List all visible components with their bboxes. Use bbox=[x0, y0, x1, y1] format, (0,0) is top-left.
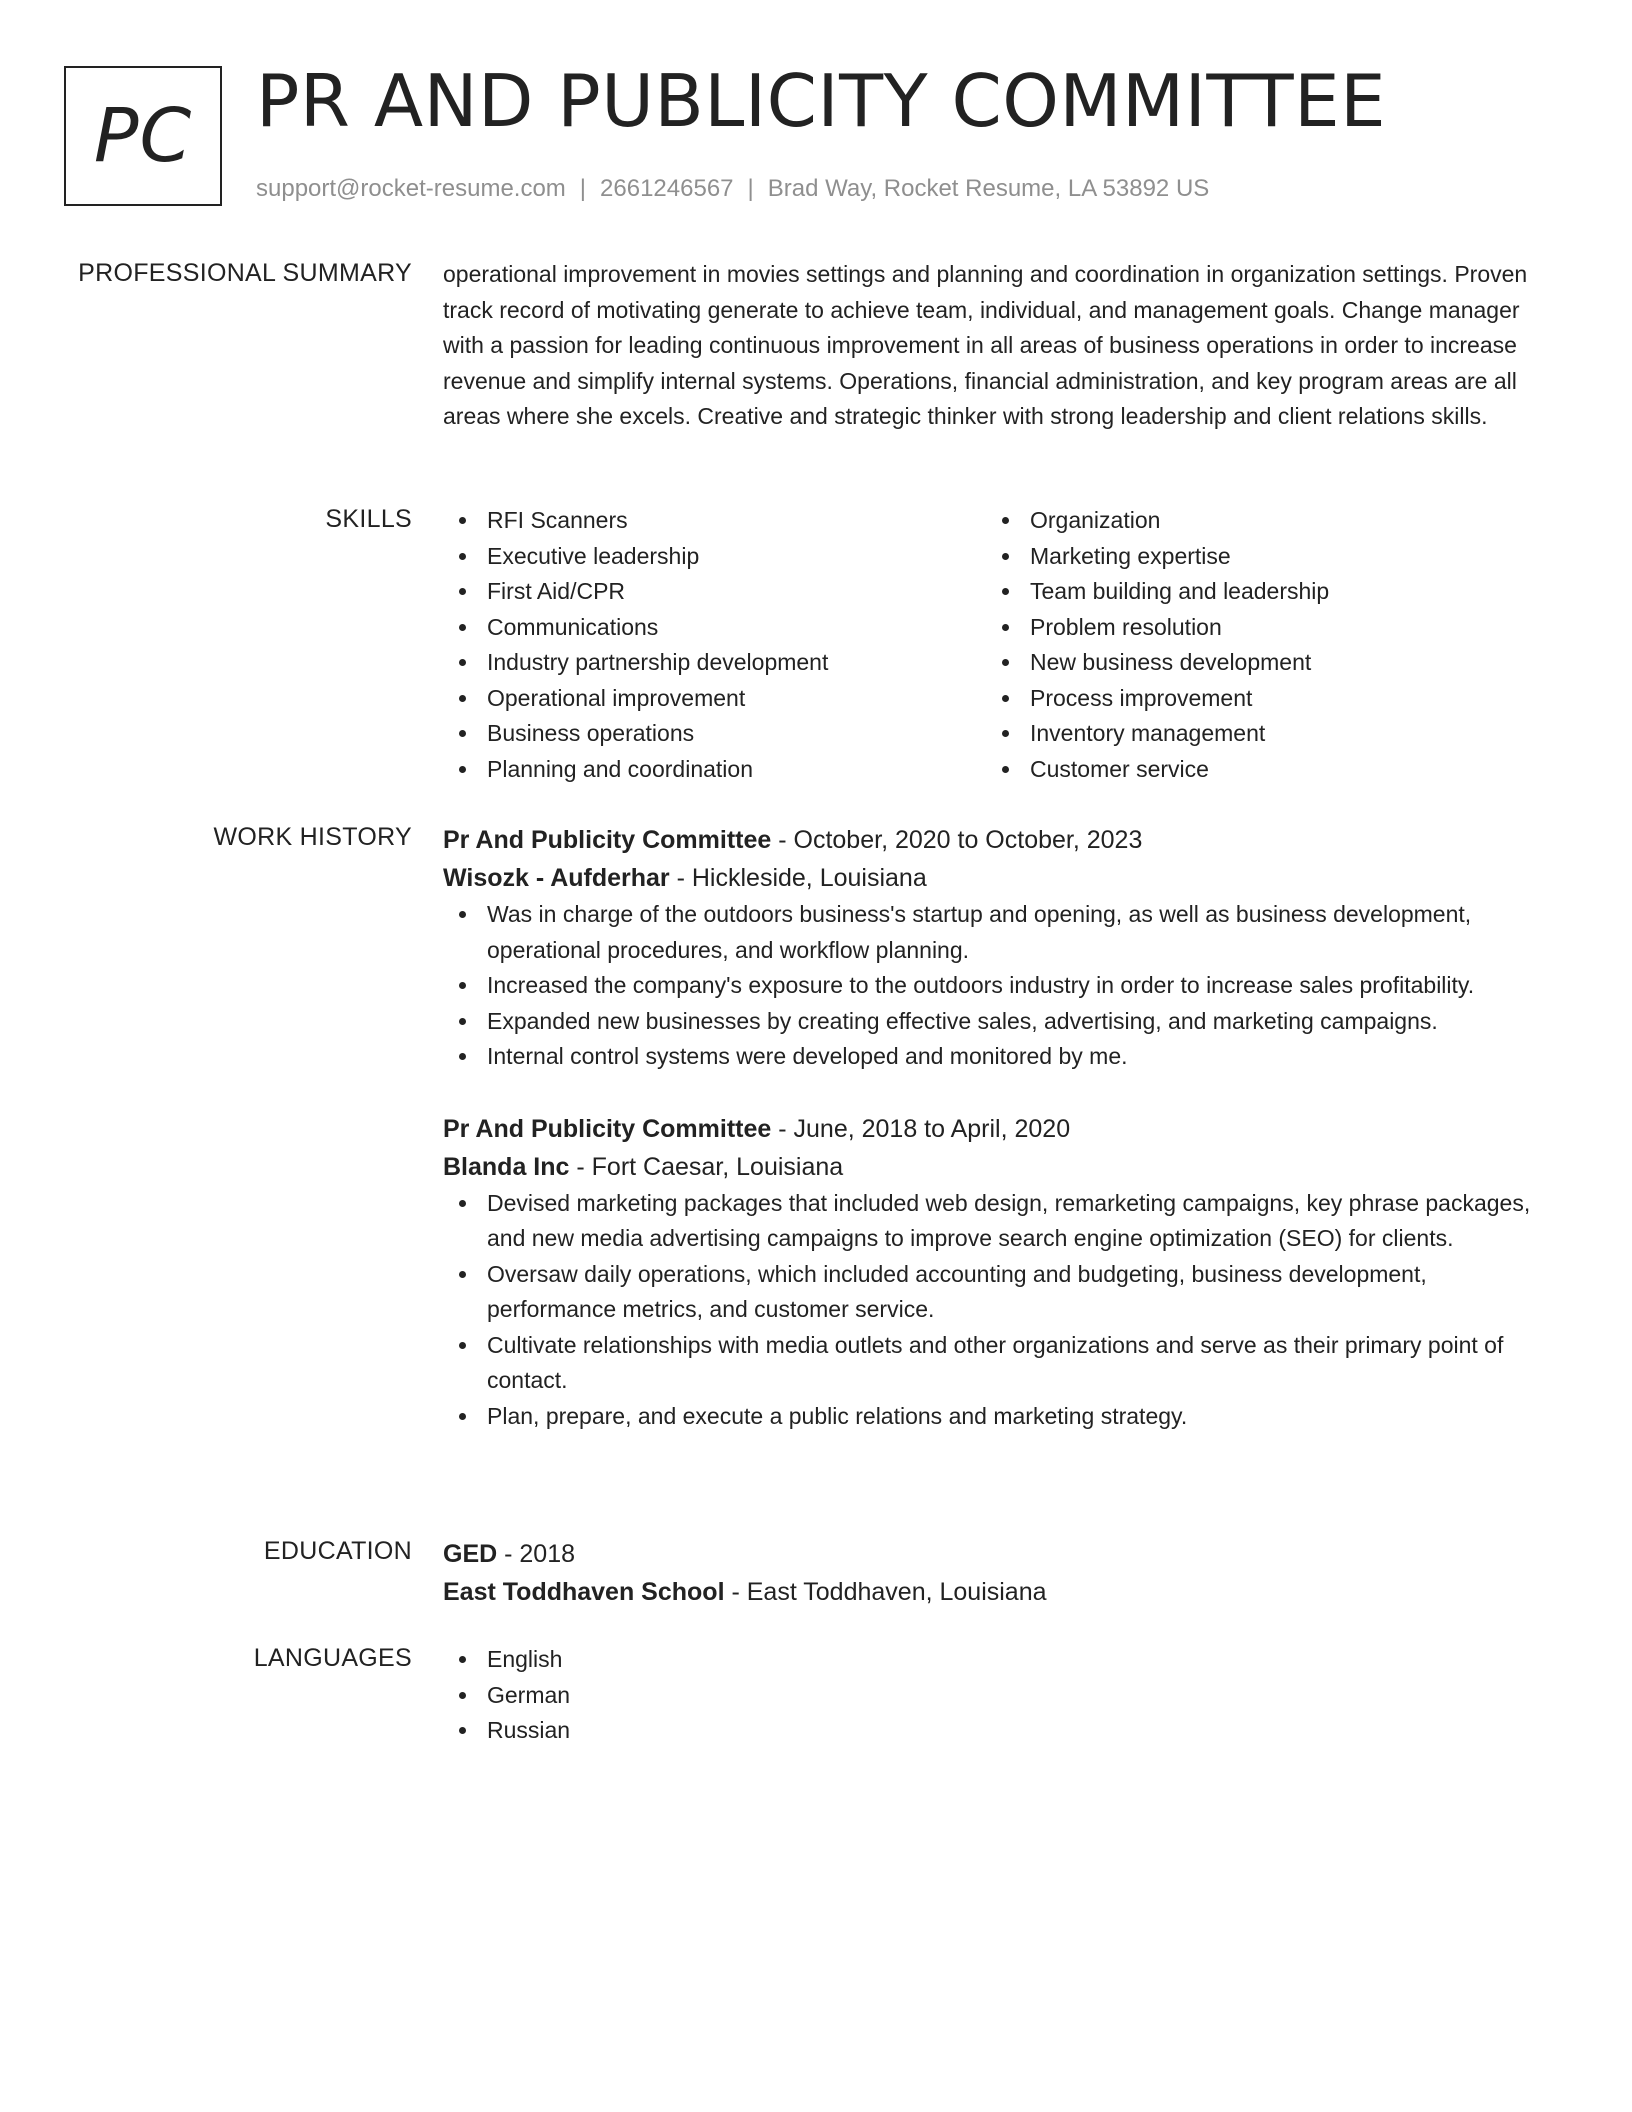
section-heading-education: EDUCATION bbox=[263, 1537, 412, 1565]
job-title-line bbox=[443, 821, 1553, 859]
job-bullet: Internal control systems were developed and monitored by me. bbox=[443, 1039, 1553, 1075]
contact-line bbox=[256, 174, 1209, 204]
contact-separator: | bbox=[747, 175, 754, 202]
job-title: Pr And Publicity Committee bbox=[443, 1114, 772, 1143]
job-bullet: Plan, prepare, and execute a public relations and marketing strategy. bbox=[443, 1399, 1553, 1435]
education-body bbox=[443, 1535, 1553, 1611]
skill-item: First Aid/CPR bbox=[443, 574, 983, 610]
job-company-line bbox=[443, 859, 1553, 897]
job-bullets bbox=[443, 897, 1553, 1075]
job-bullets bbox=[443, 1186, 1553, 1435]
contact-address: Brad Way, Rocket Resume, LA 53892 US bbox=[767, 175, 1210, 202]
education-location: - East Toddhaven, Louisiana bbox=[724, 1578, 1047, 1606]
job-bullet: Was in charge of the outdoors business's startup and opening, as well as business development, operational procedures, and workflow planning. bbox=[443, 897, 1553, 968]
skill-item: Customer service bbox=[986, 752, 1526, 788]
job-dates: - June, 2018 to April, 2020 bbox=[771, 1114, 1071, 1143]
skill-item: Organization bbox=[986, 503, 1526, 539]
monogram-logo: PC bbox=[64, 66, 222, 206]
skill-item: Communications bbox=[443, 610, 983, 646]
skill-item: Problem resolution bbox=[986, 610, 1526, 646]
job-dates: - October, 2020 to October, 2023 bbox=[771, 826, 1143, 854]
education-school: East Toddhaven School bbox=[443, 1578, 725, 1606]
contact-separator: | bbox=[579, 175, 587, 202]
skills-list-right bbox=[986, 503, 1526, 787]
skill-item: Executive leadership bbox=[443, 539, 983, 575]
education-year: - 2018 bbox=[497, 1540, 576, 1568]
skill-item: Inventory management bbox=[986, 716, 1526, 752]
section-heading-skills: SKILLS bbox=[325, 505, 412, 533]
language-item: English bbox=[443, 1642, 1553, 1678]
skill-item: Marketing expertise bbox=[986, 539, 1526, 575]
skill-item: Operational improvement bbox=[443, 681, 983, 717]
job-bullet: Cultivate relationships with media outlets and other organizations and serve as their primary point of contact. bbox=[443, 1328, 1553, 1399]
education-degree-line bbox=[443, 1535, 1553, 1573]
education-school-line bbox=[443, 1573, 1553, 1611]
job-location: - Fort Caesar, Louisiana bbox=[569, 1152, 844, 1181]
skill-item: Industry partnership development bbox=[443, 645, 983, 681]
education-degree: GED bbox=[443, 1540, 498, 1568]
skills-list-left bbox=[443, 503, 983, 787]
job-company: Blanda Inc bbox=[443, 1152, 570, 1181]
job-title: Pr And Publicity Committee bbox=[443, 826, 772, 854]
skill-item: Process improvement bbox=[986, 681, 1526, 717]
job-company-line bbox=[443, 1148, 1553, 1186]
languages-list bbox=[443, 1642, 1553, 1749]
summary-body bbox=[443, 257, 1553, 435]
job-bullet: Increased the company's exposure to the outdoors industry in order to increase sales profitability. bbox=[443, 968, 1553, 1004]
section-heading-languages: LANGUAGES bbox=[253, 1644, 412, 1672]
skill-item: RFI Scanners bbox=[443, 503, 983, 539]
summary-text: operational improvement in movies settings and planning and coordination in organization settings. Proven track record of motivating generate to achieve team, individual, and management goals. Change manager with a passion for leading continuous improvement in all areas of business operations in order to increase revenue and simplify internal systems. Operations, financial administration, and key program areas are all areas where she excels. Creative and strategic thinker with strong leadership and client relations skills. bbox=[443, 261, 1528, 429]
skill-item: New business development bbox=[986, 645, 1526, 681]
language-item: German bbox=[443, 1678, 1553, 1714]
work-history-body bbox=[443, 821, 1553, 1434]
language-item: Russian bbox=[443, 1713, 1553, 1749]
job-bullet: Expanded new businesses by creating effective sales, advertising, and marketing campaigns. bbox=[443, 1004, 1553, 1040]
candidate-name: PR AND PUBLICITY COMMITTEE bbox=[256, 59, 1387, 143]
section-heading-summary: PROFESSIONAL SUMMARY bbox=[78, 259, 412, 287]
job-title-line bbox=[443, 1110, 1553, 1148]
section-heading-work-history: WORK HISTORY bbox=[213, 823, 412, 851]
contact-phone: 2661246567 bbox=[600, 175, 734, 202]
job-location: - Hickleside, Louisiana bbox=[669, 864, 927, 892]
skill-item: Business operations bbox=[443, 716, 983, 752]
languages-body bbox=[443, 1642, 1553, 1749]
job-company: Wisozk - Aufderhar bbox=[443, 864, 670, 892]
job-bullet: Oversaw daily operations, which included accounting and budgeting, business development, performance metrics, and customer service. bbox=[443, 1257, 1553, 1328]
job-bullet: Devised marketing packages that included web design, remarketing campaigns, key phrase packages, and new media advertising campaigns to improve search engine optimization (SEO) for clients. bbox=[443, 1186, 1553, 1257]
skill-item: Planning and coordination bbox=[443, 752, 983, 788]
skill-item: Team building and leadership bbox=[986, 574, 1526, 610]
contact-email: support@rocket-resume.com bbox=[256, 175, 566, 202]
job-entry bbox=[443, 821, 1553, 1075]
job-entry bbox=[443, 1110, 1553, 1435]
